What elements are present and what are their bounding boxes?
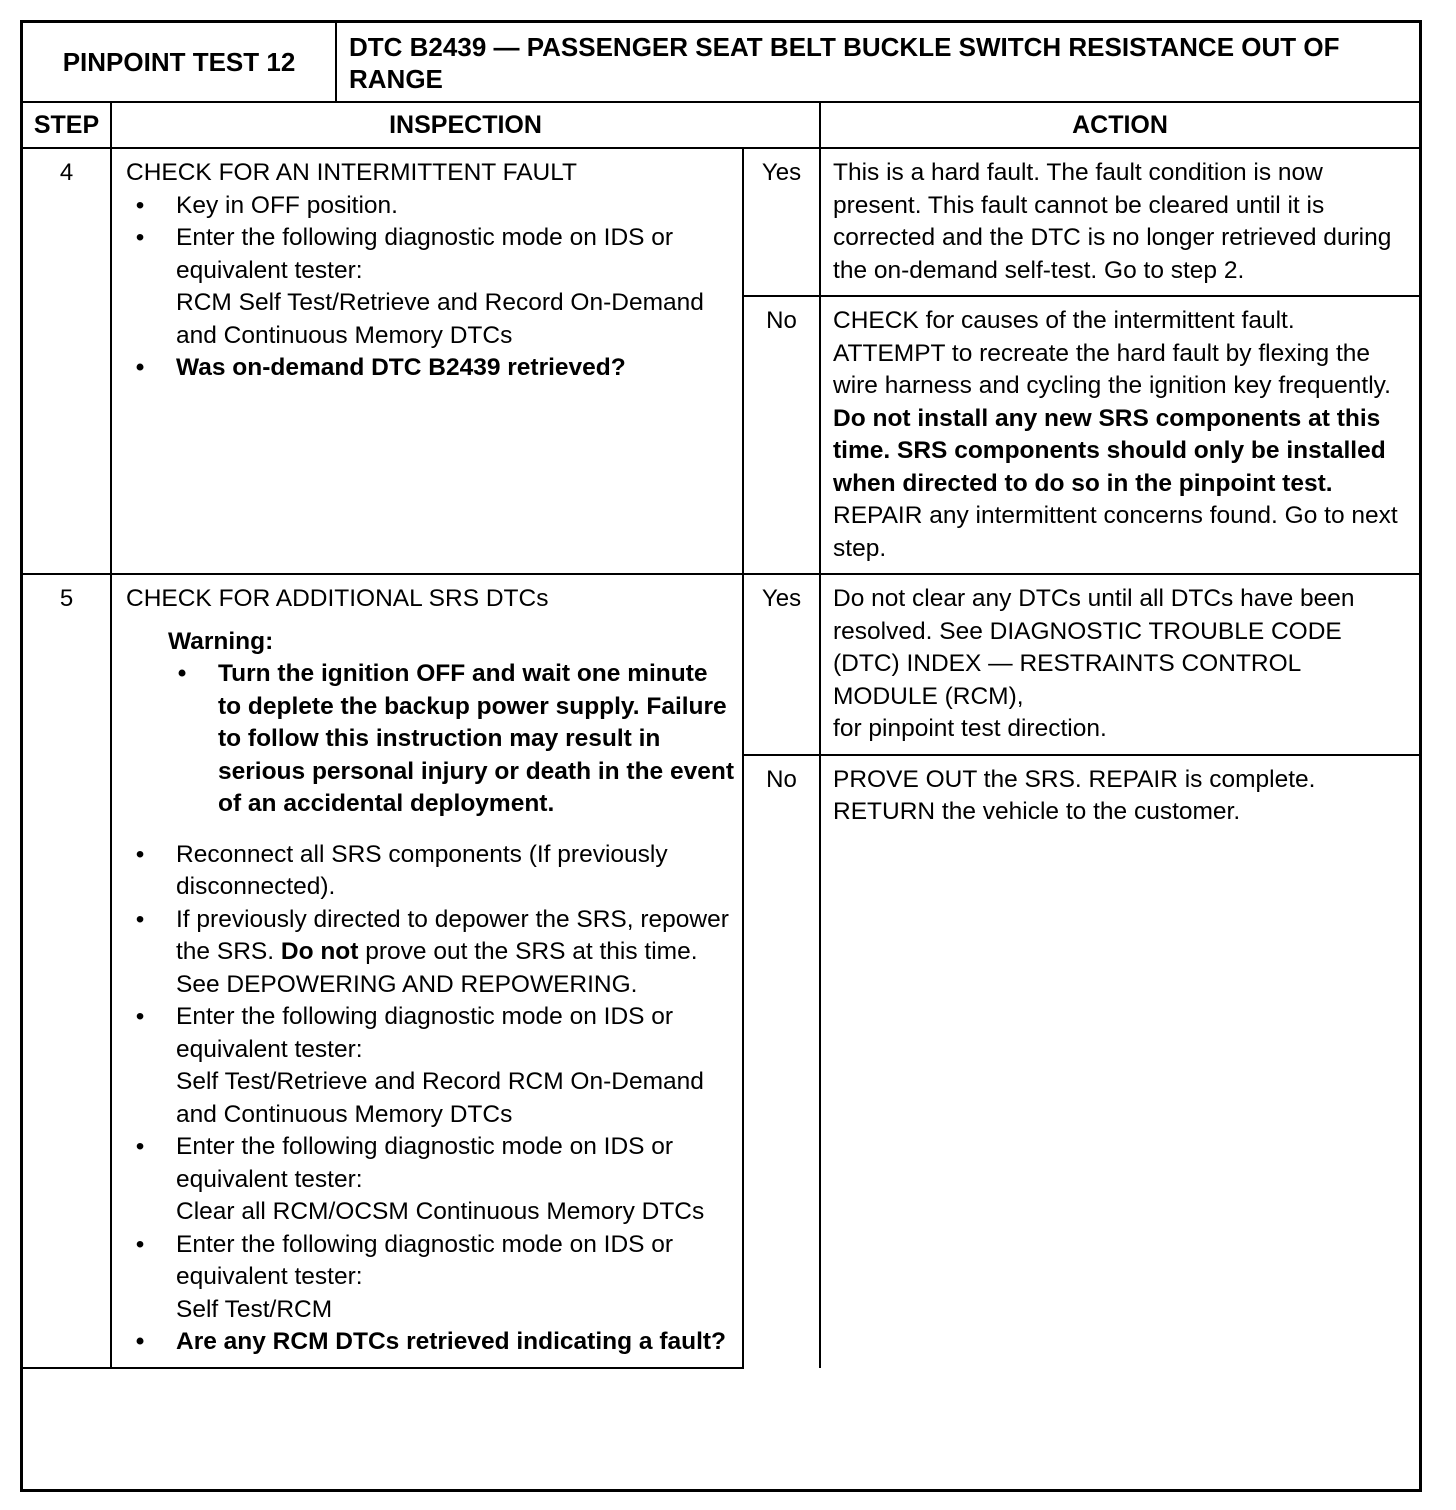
warning-block: [126, 626, 734, 821]
list-item: [126, 222, 734, 352]
bullet-text: Key in OFF position.: [176, 191, 398, 219]
action-text: CHECK for causes of the intermittent fault. ATTEMPT to recreate the hard fault by flexing the wire harness and cycling the ignition key frequently.: [833, 307, 1391, 399]
list-item: [126, 839, 734, 904]
step-4-title: CHECK FOR AN INTERMITTENT FAULT: [126, 159, 578, 186]
bullet-icon: •: [135, 1133, 145, 1160]
diagnostic-mode-text: Self Test/Retrieve and Record RCM On-Demand and Continuous Memory DTCs: [176, 1068, 704, 1128]
list-item: [126, 1326, 734, 1359]
question-text: Are any RCM DTCs retrieved indicating a fault?: [176, 1328, 726, 1355]
no-label: No: [743, 755, 820, 1368]
action-text: Do not clear any DTCs until all DTCs have been resolved. See DIAGNOSTIC TROUBLE CODE (DTC) INDEX — RESTRAINTS CONTROL MODULE (RCM),: [833, 585, 1355, 710]
column-header-row: [23, 103, 1419, 148]
inspection-table: [23, 103, 1419, 1369]
step-5-yes-row: [23, 574, 1419, 755]
step-4-bullets: [126, 190, 734, 385]
action-bold-text: Do not install any new SRS components at this time. SRS components should only be installed when directed to do so in the pinpoint test.: [833, 404, 1386, 497]
yes-label: Yes: [743, 574, 820, 755]
list-item: [126, 1229, 734, 1327]
step-5-title: CHECK FOR ADDITIONAL SRS DTCs: [126, 585, 549, 612]
bullet-icon: •: [135, 1230, 145, 1258]
pinpoint-test-document: [20, 20, 1422, 1492]
dtc-title-line2: RANGE: [349, 64, 443, 94]
bullet-icon: •: [177, 660, 187, 687]
step-number: 5: [23, 574, 111, 1368]
bullet-text: Reconnect all SRS components (If previously disconnected).: [176, 840, 668, 900]
list-item: [126, 1001, 734, 1131]
bullet-text: Enter the following diagnostic mode on IDS or equivalent tester:: [176, 224, 674, 284]
pinpoint-test-label: PINPOINT TEST 12: [23, 23, 336, 102]
warning-text: Turn the ignition OFF and wait one minute to deplete the backup power supply. Failure to follow this instruction may result in serious personal injury or death in the event of an accidental deployment.: [218, 660, 734, 817]
dtc-title-line1: DTC B2439 — PASSENGER SEAT BELT BUCKLE SWITCH RESISTANCE OUT OF: [349, 32, 1340, 62]
step-number: 4: [23, 148, 111, 574]
diagnostic-mode-text: Self Test/RCM: [176, 1295, 333, 1323]
warning-title: Warning:: [168, 627, 274, 655]
bullet-text: If previously directed to depower the SRS, repower the SRS.: [176, 905, 729, 965]
step-5-no-action: PROVE OUT the SRS. REPAIR is complete. RETURN the vehicle to the customer.: [820, 755, 1419, 1368]
bullet-icon: •: [135, 905, 145, 933]
action-text: for pinpoint test direction.: [833, 715, 1107, 742]
column-header-inspection: INSPECTION: [111, 103, 820, 148]
bullet-icon: •: [135, 224, 145, 251]
diagnostic-mode-text: Clear all RCM/OCSM Continuous Memory DTCs: [176, 1198, 705, 1225]
step-5-bullets: [126, 839, 734, 1359]
bullet-icon: •: [135, 1328, 145, 1355]
warning-list: [168, 658, 734, 821]
step-4-yes-action: This is a hard fault. The fault condition is now present. This fault cannot be cleared until it is corrected and the DTC is no longer retrieved during the on-demand self-test. Go to step 2.: [820, 148, 1419, 296]
list-item: [126, 190, 734, 223]
list-item: [168, 658, 734, 821]
action-text: REPAIR any intermittent concerns found. Go to next step.: [833, 502, 1398, 562]
title-table: [23, 23, 1419, 103]
step-4-inspection: [111, 148, 743, 574]
bullet-icon: •: [135, 840, 145, 868]
step-5-yes-action: [820, 574, 1419, 755]
bullet-text: prove out the SRS at this time. See DEPOWERING AND REPOWERING.: [176, 938, 698, 998]
no-label: No: [743, 296, 820, 574]
bullet-icon: •: [135, 354, 145, 381]
diagnostic-mode-text: RCM Self Test/Retrieve and Record On-Demand and Continuous Memory DTCs: [176, 289, 704, 349]
bullet-icon: •: [135, 1003, 145, 1030]
bullet-text: Enter the following diagnostic mode on IDS or equivalent tester:: [176, 1003, 674, 1063]
dtc-title: [336, 23, 1419, 102]
step-4-yes-row: [23, 148, 1419, 296]
list-item: [126, 352, 734, 385]
bullet-bold-text: Do not: [280, 938, 359, 965]
bullet-text: Enter the following diagnostic mode on IDS or equivalent tester:: [176, 1133, 674, 1193]
yes-label: Yes: [743, 148, 820, 296]
question-text: Was on-demand DTC B2439 retrieved?: [176, 354, 626, 381]
column-header-action: ACTION: [820, 103, 1419, 148]
bullet-icon: •: [135, 191, 145, 219]
list-item: [126, 1131, 734, 1229]
step-5-inspection: [111, 574, 743, 1368]
list-item: [126, 904, 734, 1002]
column-header-step: STEP: [23, 103, 111, 148]
step-4-no-action: [820, 296, 1419, 574]
bullet-text: Enter the following diagnostic mode on IDS or equivalent tester:: [176, 1230, 674, 1290]
